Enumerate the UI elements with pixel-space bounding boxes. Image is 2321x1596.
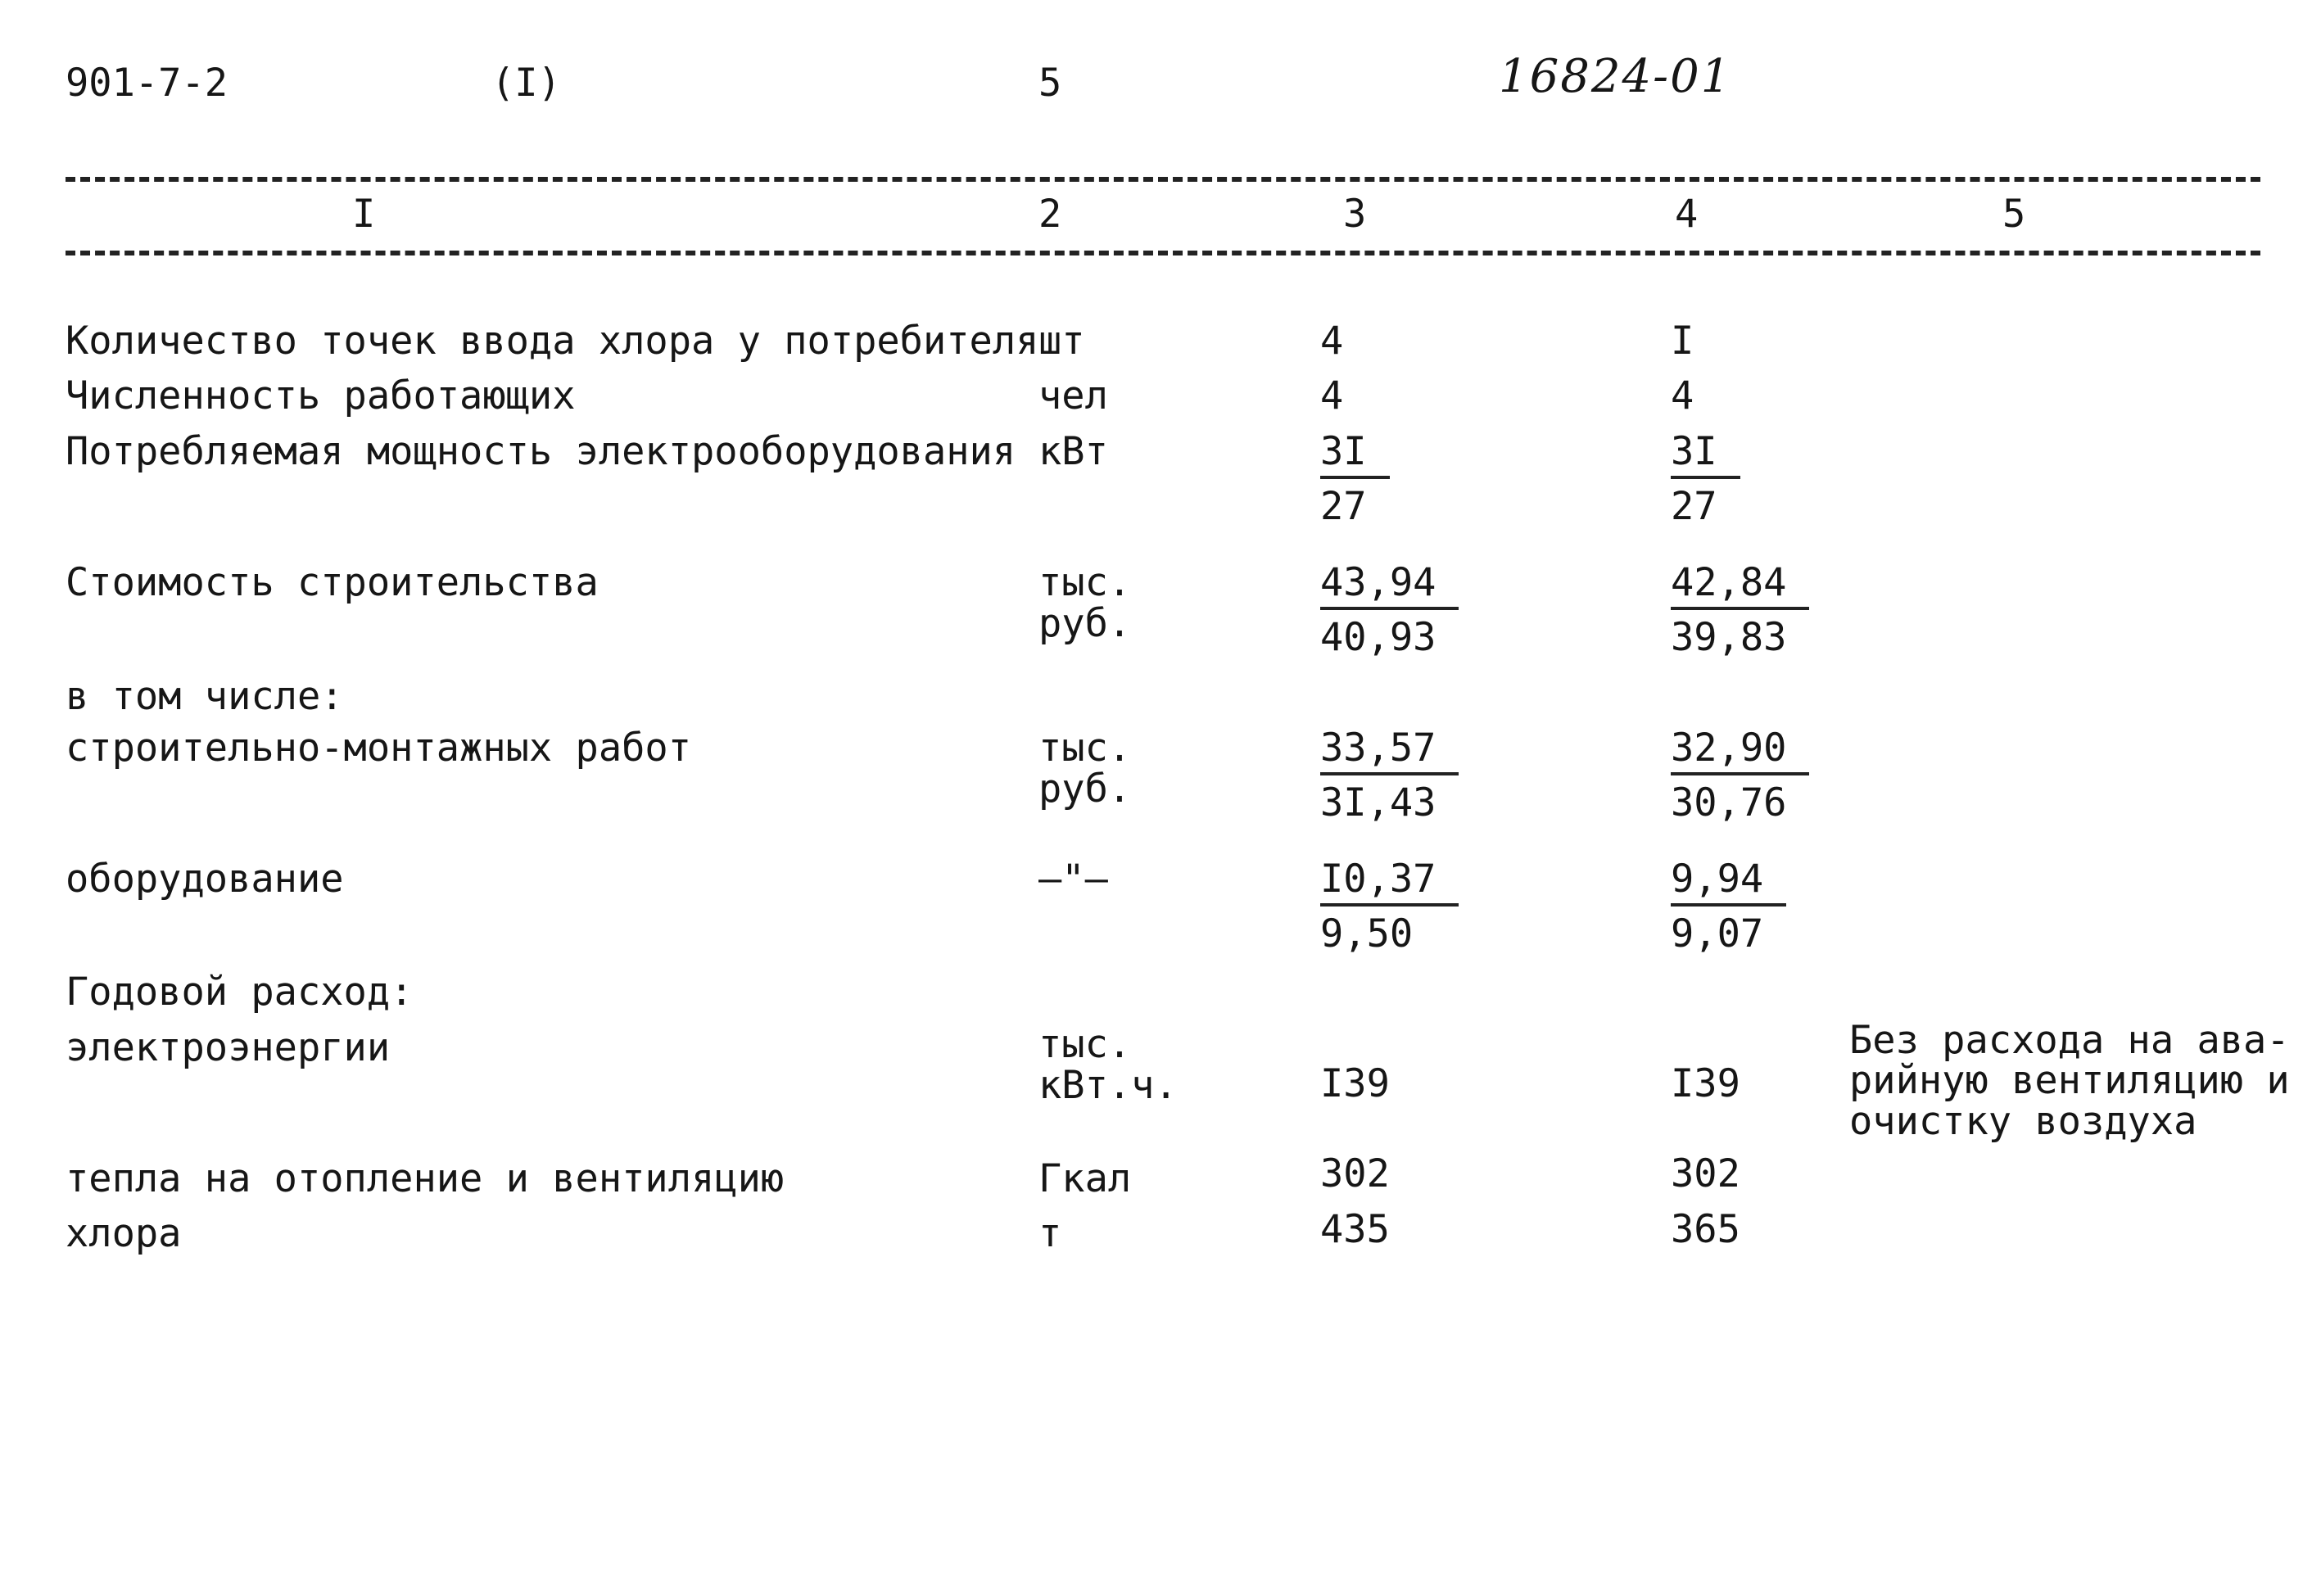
note-line: рийную вентиляцию и	[1849, 1058, 2290, 1104]
page-number: 5	[1038, 61, 1062, 106]
fraction-col3	[1320, 726, 1459, 825]
row-label: в том числе:	[66, 674, 344, 719]
column-header-5: 5	[2002, 192, 2026, 237]
row-unit: кВт	[1038, 429, 1108, 474]
row-note	[1849, 1020, 2290, 1142]
fraction-denominator: 40,93	[1320, 615, 1436, 660]
fraction-col4	[1671, 560, 1809, 660]
row-label: оборудование	[66, 857, 344, 902]
row-unit: Гкал	[1038, 1156, 1132, 1201]
fraction-numerator: 32,90	[1671, 729, 1809, 775]
fraction-col3	[1320, 429, 1390, 529]
note-line: очистку воздуха	[1849, 1098, 2197, 1144]
column-header-2: 2	[1038, 192, 1062, 237]
fraction-denominator: 27	[1671, 484, 1717, 529]
value-col4: 4	[1671, 373, 1694, 418]
value-col3: 4	[1320, 319, 1344, 364]
value-col3: I39	[1320, 1061, 1390, 1106]
row-label: Численность работающих	[66, 373, 576, 418]
row-unit-line1: тыс.	[1038, 726, 1132, 771]
fraction-col3	[1320, 560, 1459, 660]
fraction-denominator: 3I,43	[1320, 780, 1436, 825]
fraction-denominator: 9,50	[1320, 911, 1414, 956]
fraction-numerator: 9,94	[1671, 860, 1786, 907]
fraction-denominator: 27	[1320, 484, 1367, 529]
fraction-numerator: 42,84	[1671, 563, 1809, 610]
fraction-numerator: I0,37	[1320, 860, 1459, 907]
row-unit-line2: руб.	[1038, 601, 1132, 646]
header-bottom-dashed-rule	[66, 251, 2260, 255]
row-unit: т	[1038, 1211, 1062, 1256]
row-unit: чел	[1038, 373, 1108, 418]
fraction-denominator: 30,76	[1671, 780, 1787, 825]
row-unit-line2: кВт.ч.	[1038, 1063, 1178, 1108]
value-col3: 435	[1320, 1207, 1390, 1252]
value-col3: 302	[1320, 1151, 1390, 1196]
row-label: Годовой расход:	[66, 970, 414, 1015]
fraction-col4	[1671, 429, 1740, 529]
top-dashed-rule	[66, 177, 2260, 182]
doc-code	[66, 61, 228, 106]
row-label: Количество точек ввода хлора у потребителя	[66, 319, 1039, 364]
doc-code-text: 901-7-2	[66, 61, 228, 106]
value-col4: I39	[1671, 1061, 1740, 1106]
column-header-1: I	[352, 192, 376, 237]
fraction-numerator: 33,57	[1320, 729, 1459, 775]
value-col3: 4	[1320, 373, 1344, 418]
fraction-col3	[1320, 857, 1459, 956]
row-label: Потребляемая мощность электрооборудования	[66, 429, 1016, 474]
column-header-4: 4	[1675, 192, 1699, 237]
column-header-3: 3	[1343, 192, 1367, 237]
value-col4: 365	[1671, 1207, 1740, 1252]
row-label: хлора	[66, 1211, 182, 1256]
row-unit-line1: тыс.	[1038, 1022, 1132, 1067]
variant-label: (I)	[491, 61, 561, 106]
fraction-denominator: 39,83	[1671, 615, 1787, 660]
row-unit: –"–	[1038, 857, 1108, 902]
row-label: Стоимость строительства	[66, 560, 599, 605]
fraction-numerator: 43,94	[1320, 563, 1459, 610]
row-label: строительно-монтажных работ	[66, 726, 692, 771]
value-col4: I	[1671, 319, 1694, 364]
row-unit-line2: руб.	[1038, 766, 1132, 812]
fraction-numerator: 3I	[1320, 432, 1390, 479]
fraction-denominator: 9,07	[1671, 911, 1764, 956]
fraction-col4	[1671, 726, 1809, 825]
fraction-col4	[1671, 857, 1786, 956]
row-unit-line1: тыс.	[1038, 560, 1132, 605]
fraction-numerator: 3I	[1671, 432, 1740, 479]
inventory-number: 16824-01	[1499, 50, 1732, 103]
row-label: электроэнергии	[66, 1025, 391, 1070]
note-line: Без расхода на ава-	[1849, 1018, 2290, 1063]
value-col4: 302	[1671, 1151, 1740, 1196]
row-label: тепла на отопление и вентиляцию	[66, 1156, 785, 1201]
row-unit: шт	[1038, 319, 1085, 364]
